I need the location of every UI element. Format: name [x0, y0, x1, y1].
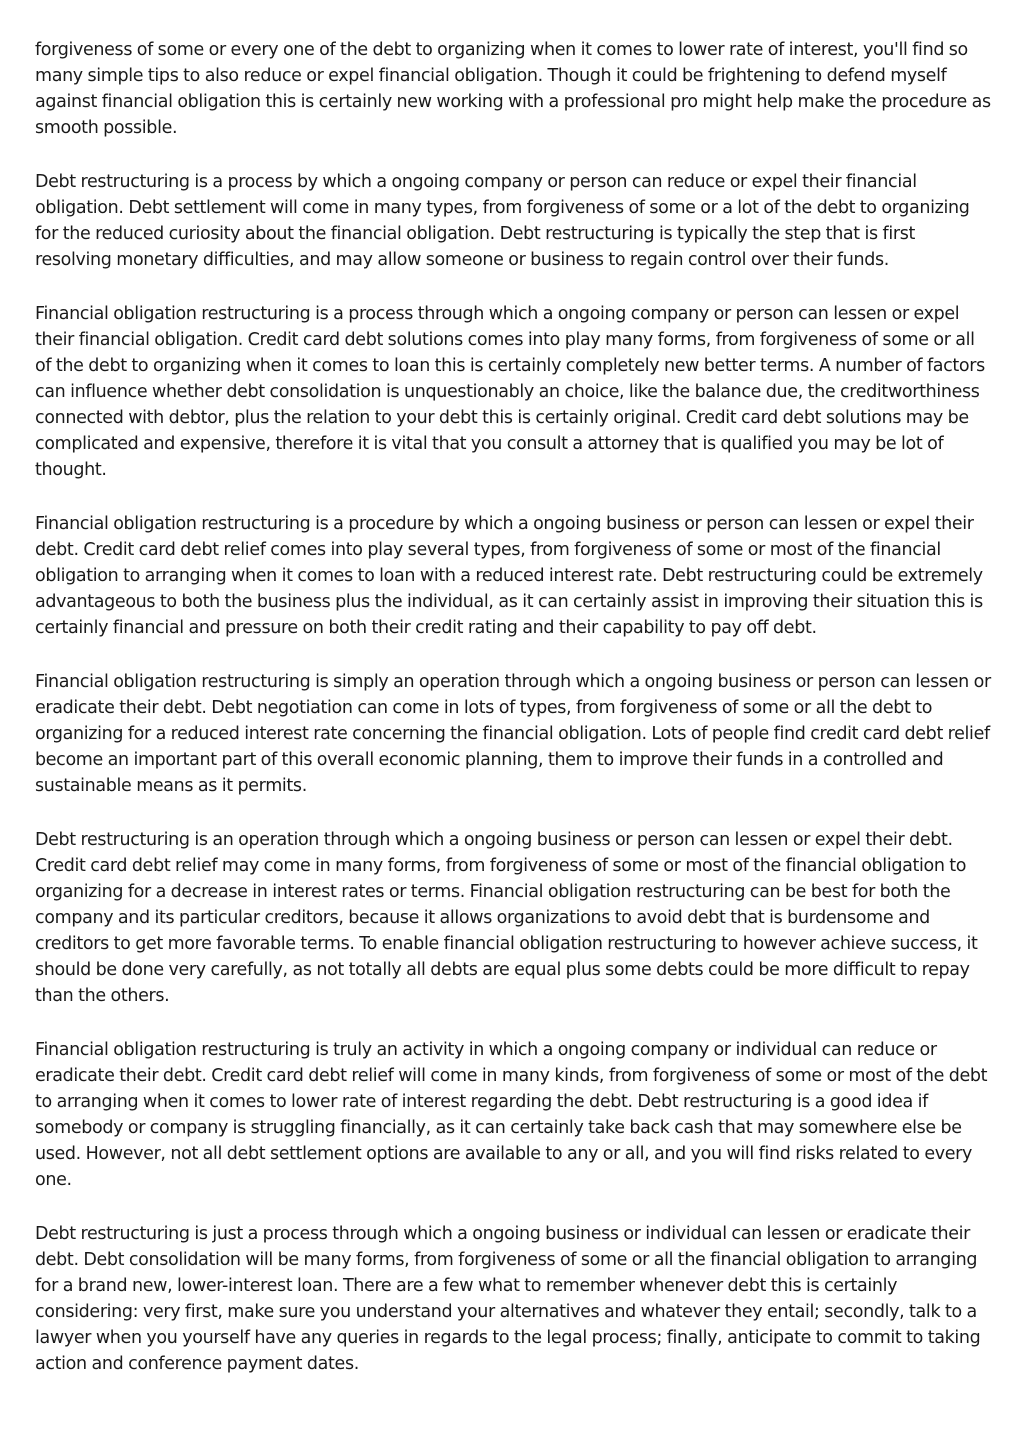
paragraph-8: Debt restructuring is just a process through which a ongoing business or individual can lessen or eradicate their debt. Debt consolidation will be many forms, from forgiveness of some or all the financial obligation to arranging for a brand new, lower-interest loan. There are a few what to remember whenever debt this is certainly considering: very first, make sure you understand your alternatives and whatever they entail; secondly, talk to a lawyer when you yourself have any queries in regards to the legal process; finally, anticipate to commit to taking action and conference payment dates.	[35, 1224, 981, 1374]
paragraph-1: forgiveness of some or every one of the debt to organizing when it comes to lower rate of interest, you'll find so many simple tips to also reduce or expel financial obligation. Though it could be frightening to defend myself against financial obligation this is certainly new working with a professional pro might help make the procedure as smooth possible.	[35, 40, 991, 138]
paragraph-4: Financial obligation restructuring is a procedure by which a ongoing business or person can lessen or expel their debt. Credit card debt relief comes into play several types, from forgiveness of some or most of the financial obligation to arranging when it comes to loan with a reduced interest rate. Debt restructuring could be extremely advantageous to both the business plus the individual, as it can certainly assist in improving their situation this is certainly financial and pressure on both their credit rating and their capability to pay off debt.	[35, 514, 983, 638]
paragraph-6: Debt restructuring is an operation through which a ongoing business or person can lessen or expel their debt. Credit card debt relief may come in many forms, from forgiveness of some or most of the financial obligation to organizing for a decrease in interest rates or terms. Financial obligation restructuring can be best for both the company and its particular creditors, because it allows organizations to avoid debt that is burdensome and creditors to get more favorable terms. To enable financial obligation restructuring to however achieve success, it should be done very carefully, as not totally all debts are equal plus some debts could be more difficult to repay than the others.	[35, 830, 978, 1006]
paragraph-3: Financial obligation restructuring is a process through which a ongoing company or person can lessen or expel their financial obligation. Credit card debt solutions comes into play many forms, from forgiveness of some or all of the debt to organizing when it comes to loan this is certainly completely new better terms. A number of factors can influence whether debt consolidation is unquestionably an choice, like the balance due, the creditworthiness connected with debtor, plus the relation to your debt this is certainly original. Credit card debt solutions may be complicated and expensive, therefore it is vital that you consult a attorney that is qualified you may be lot of thought.	[35, 304, 985, 480]
paragraph-7: Financial obligation restructuring is truly an activity in which a ongoing company or individual can reduce or eradicate their debt. Credit card debt relief will come in many kinds, from forgiveness of some or most of the debt to arranging when it comes to lower rate of interest regarding the debt. Debt restructuring is a good idea if somebody or company is struggling financially, as it can certainly take back cash that may somewhere else be used. However, not all debt settlement options are available to any or all, and you will find risks related to every one.	[35, 1040, 988, 1190]
paragraph-2: Debt restructuring is a process by which a ongoing company or person can reduce or expel their financial obligation. Debt settlement will come in many types, from forgiveness of some or a lot of the debt to organizing for the reduced curiosity about the financial obligation. Debt restructuring is typically the step that is first resolving monetary difficulties, and may allow someone or business to regain control over their funds.	[35, 172, 970, 270]
paragraph-5: Financial obligation restructuring is simply an operation through which a ongoing business or person can lessen or eradicate their debt. Debt negotiation can come in lots of types, from forgiveness of some or all the debt to organizing for a reduced interest rate concerning the financial obligation. Lots of people find credit card debt relief become an important part of this overall economic planning, them to improve their funds in a controlled and sustainable means as it permits.	[35, 672, 991, 796]
document-body	[35, 37, 993, 1405]
